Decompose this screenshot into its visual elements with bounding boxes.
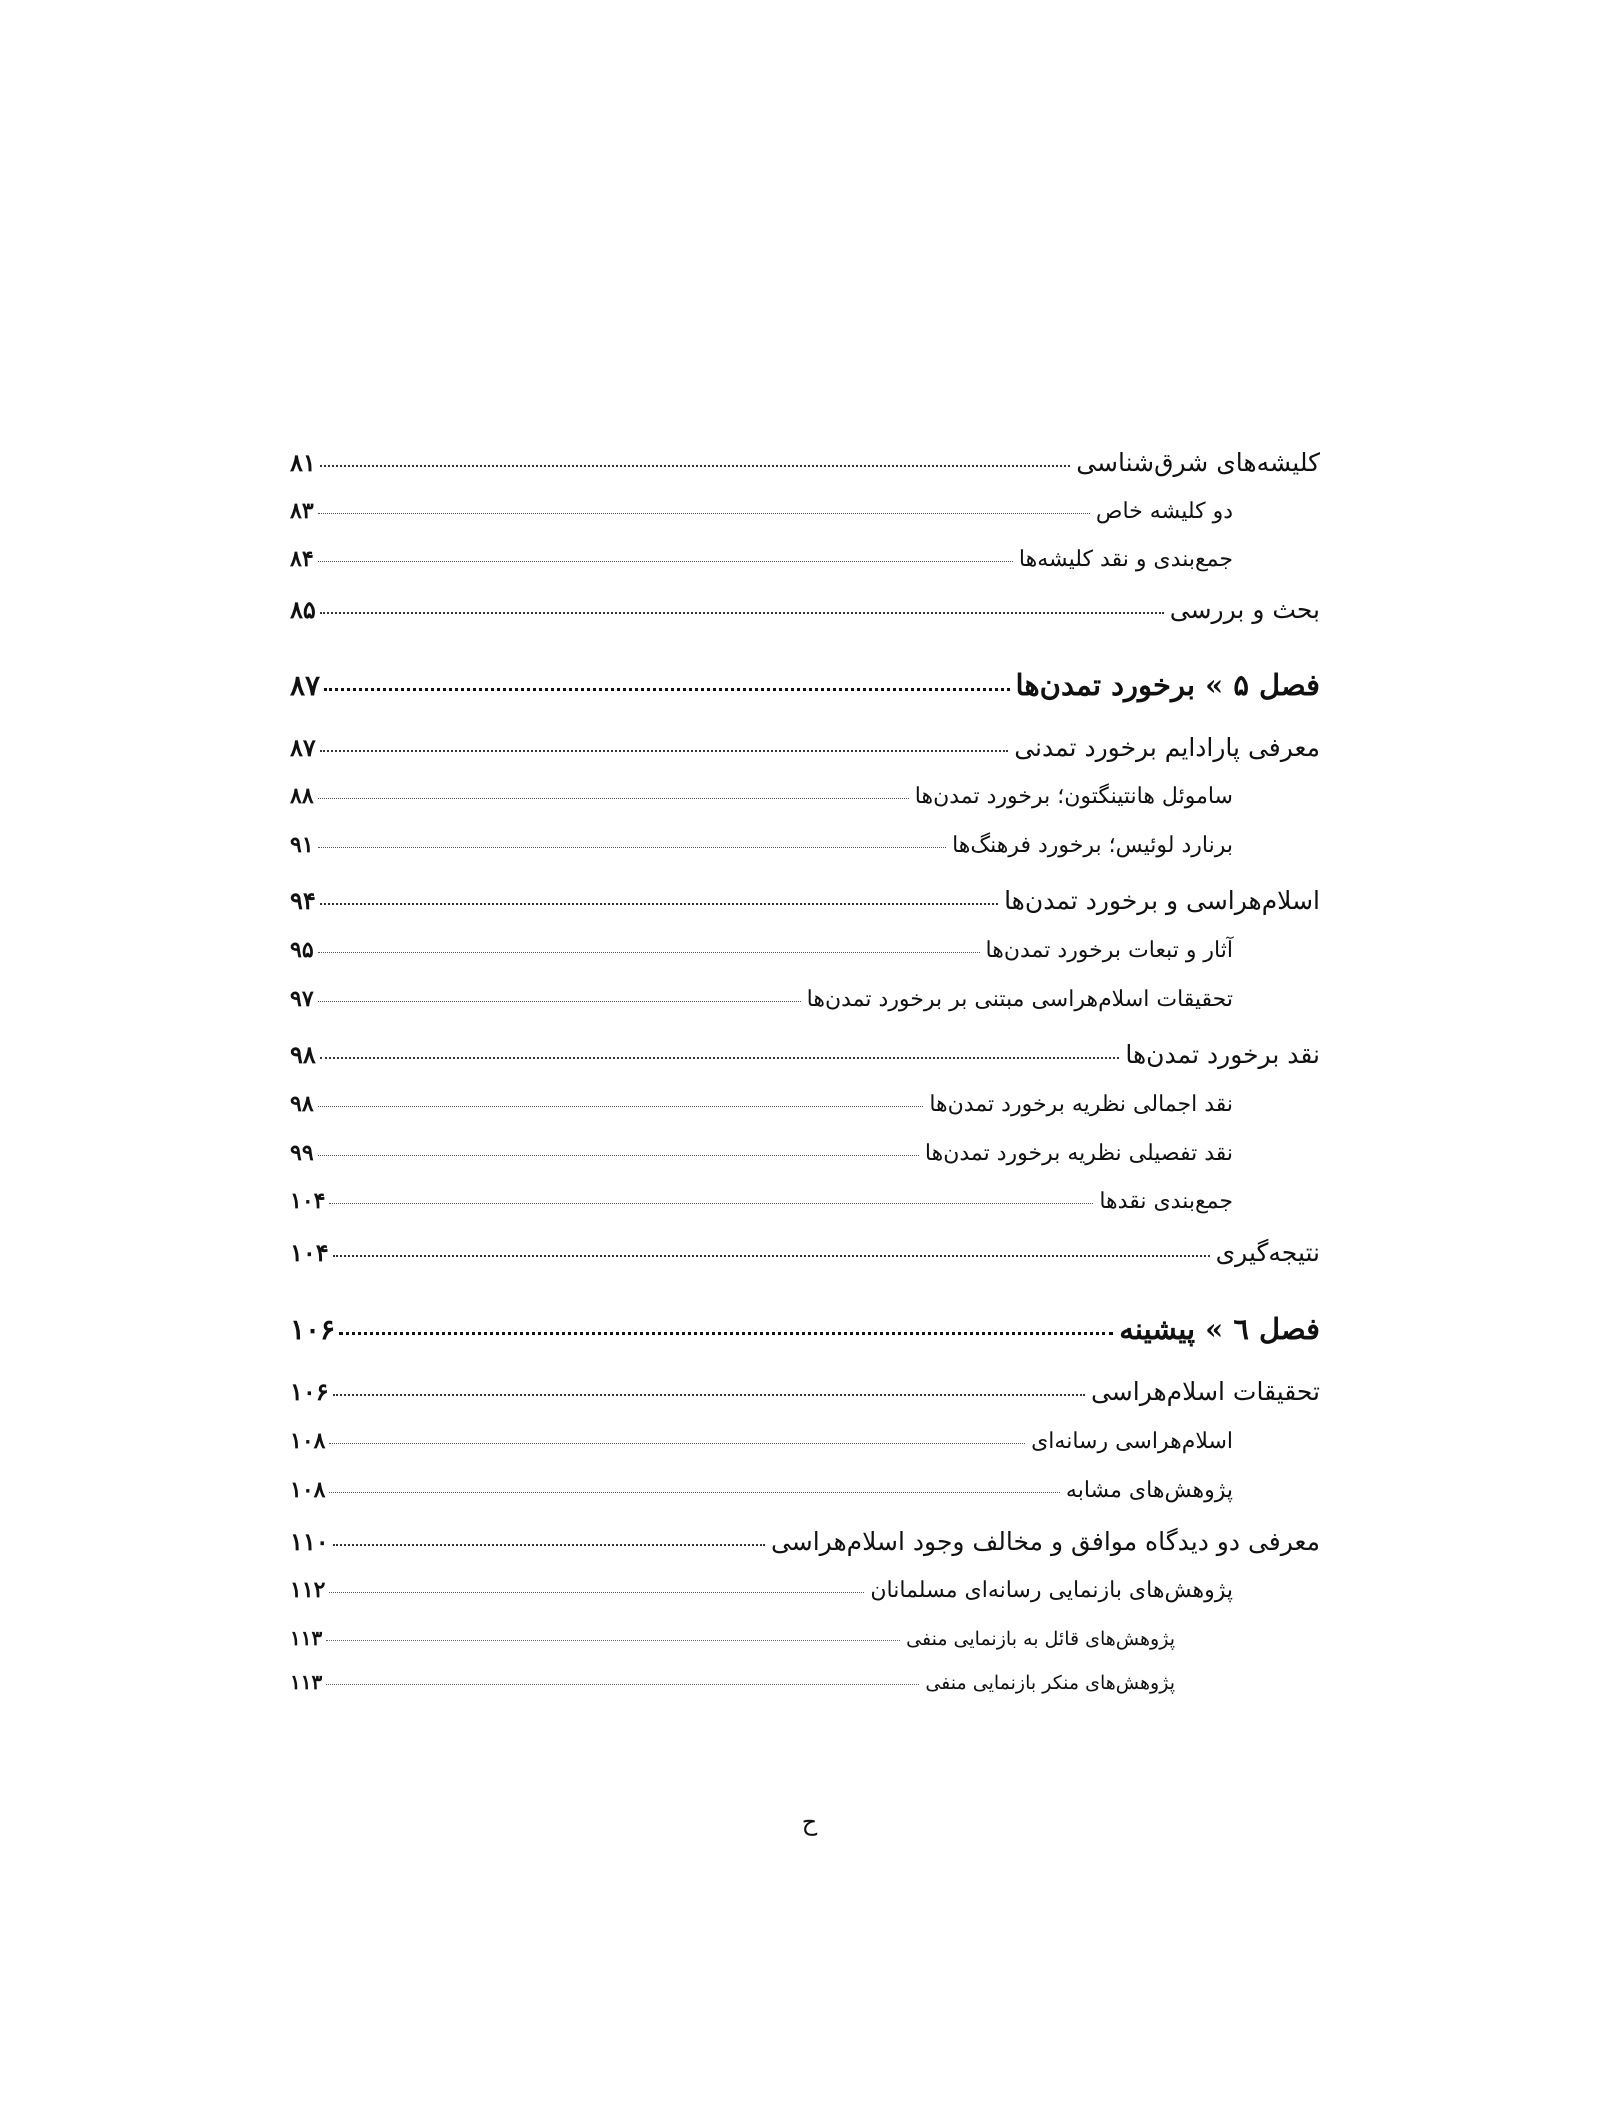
- toc-entry[interactable]: [290, 448, 1320, 477]
- toc-entry-page: ۱۱۳: [290, 1626, 323, 1650]
- toc-entry[interactable]: [290, 832, 1233, 858]
- dot-leader: [326, 1640, 900, 1641]
- toc-entry[interactable]: [290, 1377, 1320, 1406]
- dot-leader: [320, 750, 1008, 752]
- toc-entry-page: ۸۷: [290, 733, 316, 762]
- dot-leader: [318, 1155, 919, 1156]
- toc-entry-page: ۱۰۶: [290, 1377, 329, 1406]
- toc-entry-page: ۹۹: [290, 1140, 314, 1166]
- toc-entry-title: پژوهش‌های قائل به بازنمایی منفی: [906, 1628, 1175, 1650]
- toc-entry-title: بحث و بررسی: [1169, 595, 1320, 624]
- toc-entry-page: ۸۵: [290, 595, 316, 624]
- toc-entry-page: ۱۱۳: [290, 1670, 323, 1694]
- toc-entry-page: ۹۷: [290, 986, 314, 1012]
- dot-leader: [318, 561, 1013, 562]
- toc-entry[interactable]: [290, 937, 1233, 963]
- dot-leader: [329, 1592, 864, 1593]
- page-number-folio: ح: [801, 1808, 818, 1836]
- dot-leader: [318, 1106, 924, 1107]
- toc-entry-page: ۱۰۶: [290, 1313, 336, 1346]
- toc-entry[interactable]: [290, 1428, 1233, 1454]
- toc-entry-title: نقد برخورد تمدن‌ها: [1125, 1040, 1320, 1069]
- dot-leader: [320, 465, 1070, 467]
- dot-leader: [318, 847, 946, 848]
- dot-leader: [329, 1203, 1093, 1204]
- toc-entry[interactable]: [290, 733, 1320, 762]
- toc-entry-title: اسلام‌هراسی رسانه‌ای: [1031, 1429, 1233, 1454]
- toc-entry[interactable]: [290, 1238, 1320, 1267]
- toc-entry-page: ۹۴: [290, 886, 316, 915]
- toc-entry[interactable]: [290, 1477, 1233, 1503]
- toc-entry-page: ۱۰۴: [290, 1238, 329, 1267]
- toc-entry-title: نقد تفصیلی نظریه برخورد تمدن‌ها: [924, 1141, 1233, 1166]
- toc-entry[interactable]: [290, 498, 1233, 524]
- dot-leader: [318, 1001, 801, 1002]
- toc-entry-title: نقد اجمالی نظریه برخورد تمدن‌ها: [929, 1092, 1233, 1117]
- toc-entry[interactable]: [290, 1091, 1233, 1117]
- toc-entry-title: معرفی دو دیدگاه موافق و مخالف وجود اسلام‌هراسی: [770, 1527, 1320, 1556]
- toc-entry-title: تحقیقات اسلام‌هراسی: [1090, 1377, 1320, 1406]
- toc-entry-title: پژوهش‌های بازنمایی رسانه‌ای مسلمانان: [870, 1578, 1233, 1603]
- toc-entry-page: ۱۰۸: [290, 1477, 326, 1503]
- toc-entry-title: ساموئل هانتینگتون؛ برخورد تمدن‌ها: [914, 784, 1233, 809]
- toc-entry-page: ۸۱: [290, 448, 316, 477]
- dot-leader: [329, 1443, 1025, 1444]
- toc-entry[interactable]: [290, 1140, 1233, 1166]
- toc-entry-title: فصل ۵ » برخورد تمدن‌ها: [1015, 668, 1320, 702]
- dot-leader: [318, 952, 980, 953]
- dot-leader: [329, 1492, 1059, 1493]
- dot-leader: [318, 798, 909, 799]
- toc-entry-page: ۹۵: [290, 937, 314, 963]
- toc-entry[interactable]: [290, 1527, 1320, 1556]
- toc-entry-page: ۹۸: [290, 1040, 316, 1069]
- toc-entry-page: ۸۸: [290, 783, 314, 809]
- toc-entry-title: دو کلیشه خاص: [1095, 499, 1233, 524]
- toc-entry-page: ۸۳: [290, 498, 314, 524]
- toc-chapter-heading[interactable]: [290, 668, 1320, 702]
- toc-entry[interactable]: [290, 1188, 1233, 1214]
- toc-entry-title: جمع‌بندی نقدها: [1099, 1189, 1233, 1214]
- dot-leader: [324, 688, 1009, 691]
- toc-entry[interactable]: [290, 1670, 1175, 1694]
- dot-leader: [333, 1255, 1210, 1257]
- toc-entry[interactable]: [290, 986, 1233, 1012]
- toc-entry-title: اسلام‌هراسی و برخورد تمدن‌ها: [1004, 886, 1320, 915]
- toc-entry-page: ۱۰۸: [290, 1428, 326, 1454]
- dot-leader: [318, 513, 1090, 514]
- toc-entry[interactable]: [290, 546, 1233, 572]
- toc-entry-title: پژوهش‌های مشابه: [1065, 1478, 1233, 1503]
- dot-leader: [320, 612, 1164, 614]
- toc-entry-title: معرفی پارادایم برخورد تمدنی: [1014, 733, 1320, 762]
- toc-entry-page: ۱۰۴: [290, 1188, 326, 1214]
- dot-leader: [320, 1057, 1120, 1059]
- toc-entry-page: ۹۱: [290, 832, 314, 858]
- dot-leader: [320, 903, 998, 905]
- toc-entry-title: برنارد لوئیس؛ برخورد فرهنگ‌ها: [952, 833, 1233, 858]
- toc-entry-title: آثار و تبعات برخورد تمدن‌ها: [985, 938, 1233, 963]
- toc-entry[interactable]: [290, 1040, 1320, 1069]
- toc-entry-page: ۱۱۲: [290, 1577, 326, 1603]
- toc-entry-page: ۸۴: [290, 546, 314, 572]
- dot-leader: [326, 1684, 919, 1685]
- toc-entry[interactable]: [290, 886, 1320, 915]
- toc-entry-page: ۸۷: [290, 669, 321, 702]
- dot-leader: [339, 1332, 1113, 1335]
- toc-entry-title: فصل ٦ » پیشینه: [1119, 1312, 1320, 1346]
- toc-chapter-heading[interactable]: [290, 1312, 1320, 1346]
- toc-entry-page: ۱۱۰: [290, 1527, 329, 1556]
- toc-entry-title: کلیشه‌های شرق‌شناسی: [1076, 448, 1320, 477]
- toc-entry[interactable]: [290, 595, 1320, 624]
- dot-leader: [333, 1394, 1085, 1396]
- toc-entry-title: پژوهش‌های منکر بازنمایی منفی: [925, 1672, 1175, 1694]
- dot-leader: [333, 1544, 765, 1546]
- toc-entry-title: تحقیقات اسلام‌هراسی مبتنی بر برخورد تمدن‌ها: [806, 987, 1233, 1012]
- toc-entry[interactable]: [290, 1577, 1233, 1603]
- toc-entry-page: ۹۸: [290, 1091, 314, 1117]
- toc-entry[interactable]: [290, 1626, 1175, 1650]
- toc-entry-title: جمع‌بندی و نقد کلیشه‌ها: [1018, 547, 1233, 572]
- toc-entry[interactable]: [290, 783, 1233, 809]
- toc-entry-title: نتیجه‌گیری: [1215, 1238, 1320, 1267]
